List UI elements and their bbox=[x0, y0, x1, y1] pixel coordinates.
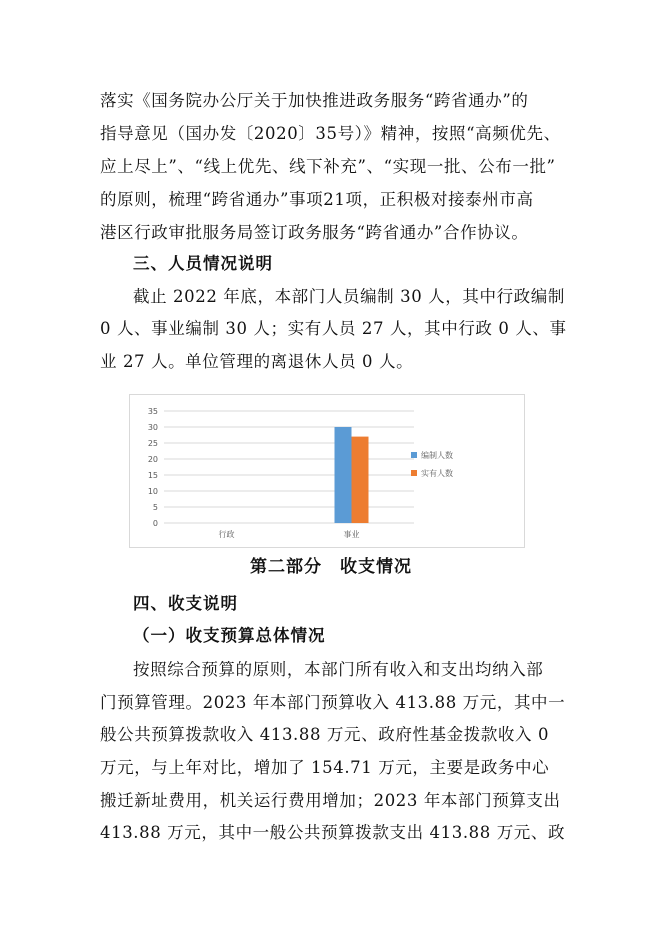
paragraph-line: 应上尽上”、“线上优先、线下补充”、“实现一批、公布一批” bbox=[100, 157, 556, 176]
bar-编制人数 bbox=[335, 427, 352, 523]
y-tick-label: 30 bbox=[147, 423, 158, 432]
chart-bars bbox=[335, 427, 369, 523]
y-tick-label: 35 bbox=[147, 407, 158, 416]
paragraph-line: 的原则，梳理“跨省通办”事项21项，正积极对接泰州市高 bbox=[100, 190, 534, 209]
section-heading-personnel: 三、人员情况说明 bbox=[133, 254, 273, 273]
paragraph-line: 万元，与上年对比，增加了 154.71 万元，主要是政务中心 bbox=[100, 758, 550, 777]
section-heading-budget: 四、收支说明 bbox=[133, 594, 238, 613]
x-tick-label: 事业 bbox=[343, 530, 360, 539]
part-title: 第二部分 收支情况 bbox=[250, 557, 412, 577]
y-tick-label: 5 bbox=[152, 503, 158, 512]
chart-legend bbox=[411, 450, 453, 478]
chart-svg bbox=[130, 395, 524, 547]
paragraph-line: 指导意见（国办发〔2020〕35号）》精神，按照“高频优先、 bbox=[100, 124, 561, 143]
legend-swatch bbox=[411, 452, 417, 458]
personnel-bar-chart bbox=[129, 394, 525, 548]
subsection-heading: （一）收支预算总体情况 bbox=[133, 626, 326, 645]
paragraph-line: 门预算管理。2023 年本部门预算收入 413.88 万元，其中一 bbox=[100, 693, 566, 712]
legend-swatch bbox=[411, 470, 417, 476]
y-tick-label: 20 bbox=[147, 455, 158, 464]
bar-实有人数 bbox=[352, 437, 369, 523]
paragraph-line: 按照综合预算的原则，本部门所有收入和支出均纳入部 bbox=[133, 660, 544, 679]
paragraph-line: 落实《国务院办公厅关于加快推进政务服务“跨省通办”的 bbox=[100, 91, 529, 110]
x-axis-ticks bbox=[219, 529, 360, 539]
paragraph-line: 0 人、事业编制 30 人；实有人员 27 人，其中行政 0 人、事 bbox=[100, 319, 567, 338]
y-tick-label: 10 bbox=[147, 487, 158, 496]
y-tick-label: 15 bbox=[147, 471, 158, 480]
paragraph-line: 413.88 万元，其中一般公共预算拨款支出 413.88 万元、政 bbox=[100, 823, 566, 842]
x-tick-label: 行政 bbox=[218, 530, 235, 539]
y-tick-label: 0 bbox=[152, 519, 158, 528]
paragraph-line: 搬迁新址费用，机关运行费用增加；2023 年本部门预算支出 bbox=[100, 791, 561, 810]
legend-label: 编制人数 bbox=[421, 451, 453, 460]
chart-grid bbox=[164, 411, 414, 523]
paragraph-line: 业 27 人。单位管理的离退休人员 0 人。 bbox=[100, 352, 414, 371]
paragraph-line: 般公共预算拨款收入 413.88 万元、政府性基金拨款收入 0 bbox=[100, 725, 550, 744]
y-tick-label: 25 bbox=[147, 439, 158, 448]
legend-label: 实有人数 bbox=[421, 469, 453, 478]
paragraph-line: 截止 2022 年底，本部门人员编制 30 人，其中行政编制 bbox=[133, 287, 565, 306]
paragraph-line: 港区行政审批服务局签订政务服务“跨省通办”合作协议。 bbox=[100, 223, 529, 242]
y-axis-ticks bbox=[148, 407, 158, 528]
